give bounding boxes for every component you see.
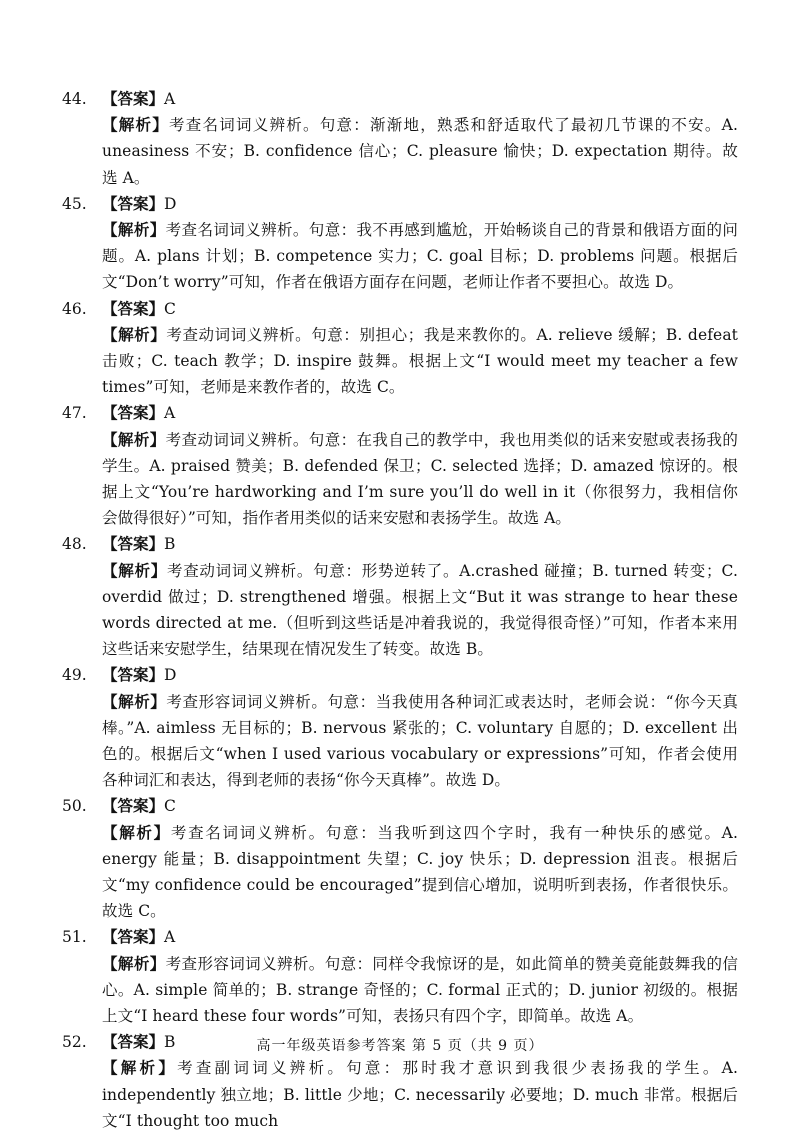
analysis-tag: 【解析】 xyxy=(102,953,166,973)
answer-value: A xyxy=(164,90,176,108)
question-number: 50. xyxy=(62,797,87,816)
answer-value: D xyxy=(164,666,177,685)
answer-tag: 【答案】 xyxy=(102,665,165,685)
answer-tag: 【答案】 xyxy=(102,298,165,318)
analysis-text: 考查名词词义辨析。句意：当我听到这四个字时，我有一种快乐的感觉。A. energy 能量；B. disappointment 失望；C. joy 快乐；D. depression 沮丧。根据后文“my confidence could be encouraged”提到信心增加，说明听到表扬，作者很快乐。故选 C。 xyxy=(102,823,738,921)
question-number: 47. xyxy=(62,404,87,423)
question-number: 46. xyxy=(62,299,87,318)
answer-item-50 xyxy=(62,793,738,924)
answer-item-44 xyxy=(62,86,738,191)
answer-tag: 【答案】 xyxy=(102,89,165,108)
answer-item-48 xyxy=(62,531,738,662)
analysis-tag: 【解析】 xyxy=(102,429,166,449)
answer-value: B xyxy=(164,1033,176,1052)
question-number: 51. xyxy=(62,928,87,947)
question-number: 44. xyxy=(62,90,87,108)
answer-value: B xyxy=(164,535,176,554)
analysis-tag: 【解析】 xyxy=(102,1058,178,1078)
answer-list xyxy=(62,86,738,1134)
analysis-text: 考查动词词义辨析。句意：在我自己的教学中，我也用类似的话来安慰或表扬我的学生。A. praised 赞美；B. defended 保卫；C. selected 选择；D. amazed 惊讶的。根据上文“You’re hardworking and I’m sure you’ll do well in it（你很努力，我相信你会做得很好）”可知，指作者用类似的话来安慰和表扬学生。故选 A。 xyxy=(102,430,738,528)
answer-item-45 xyxy=(62,191,738,296)
analysis-text: 考查名词词义辨析。句意：我不再感到尴尬，开始畅谈自己的背景和俄语方面的问题。A. plans 计划；B. competence 实力；C. goal 目标；D. problems 问题。根据后文“Don’t worry”可知，作者在俄语方面存在问题，老师让作者不要担心。故选 D。 xyxy=(102,220,738,292)
analysis-tag: 【解析】 xyxy=(102,219,166,239)
answer-tag: 【答案】 xyxy=(102,796,165,816)
analysis-text: 考查形容词词义辨析。句意：同样令我惊讶的是，如此简单的赞美竟能鼓舞我的信心。A. simple 简单的；B. strange 奇怪的；C. formal 正式的；D. junior 初级的。根据上文“I heard these four words”可知，表扬只有四个字，即简单。故选 A。 xyxy=(102,954,738,1025)
answer-tag: 【答案】 xyxy=(102,1032,165,1052)
answer-item-49 xyxy=(62,662,738,793)
question-number: 49. xyxy=(62,666,87,685)
answer-tag: 【答案】 xyxy=(102,534,165,554)
analysis-tag: 【解析】 xyxy=(102,822,171,842)
answer-tag: 【答案】 xyxy=(102,193,165,213)
analysis-text: 考查名词词义辨析。句意：渐渐地，熟悉和舒适取代了最初几节课的不安。A. uneasiness 不安；B. confidence 信心；C. pleasure 愉快；D. expectation 期待。故选 A。 xyxy=(102,116,739,187)
answer-tag: 【答案】 xyxy=(102,403,165,423)
question-number: 45. xyxy=(62,194,87,213)
question-number: 48. xyxy=(62,535,87,554)
answer-item-46 xyxy=(62,296,738,401)
answer-value: C xyxy=(164,299,176,318)
analysis-tag: 【解析】 xyxy=(102,115,169,135)
answer-item-51 xyxy=(62,924,738,1029)
page-footer: 高一年级英语参考答案 第 5 页（共 9 页） xyxy=(256,1038,544,1054)
analysis-tag: 【解析】 xyxy=(102,691,167,711)
analysis-text: 考查形容词词义辨析。句意：当我使用各种词汇或表达时，老师会说：“你今天真棒。”A. aimless 无目标的；B. nervous 紧张的；C. voluntary 自愿的；D. excellent 出色的。根据后文“when I used various vocabulary or expressions”可知，作者会使用各种词汇和表达，得到老师的表扬“你今天真棒”。故选 D。 xyxy=(102,692,739,790)
analysis-text: 考查副词词义辨析。句意：那时我才意识到我很少表扬我的学生。A. independently 独立地；B. little 少地；C. necessarily 必要地；D. much 非常。根据后文“I thought too much xyxy=(102,1059,738,1130)
answer-value: A xyxy=(164,928,176,947)
answer-tag: 【答案】 xyxy=(102,927,165,947)
analysis-text: 考查动词词义辨析。句意：别担心；我是来教你的。A. relieve 缓解；B. defeat 击败；C. teach 教学；D. inspire 鼓舞。根据上文“I would meet my teacher a few times”可知，老师是来教作者的，故选 C。 xyxy=(102,325,738,397)
answer-value: A xyxy=(164,404,176,423)
question-number: 52. xyxy=(62,1033,87,1052)
analysis-tag: 【解析】 xyxy=(102,324,167,344)
analysis-text: 考查动词词义辨析。句意：形势逆转了。A.crashed 碰撞；B. turned 转变；C. overdid 做过；D. strengthened 增强。根据上文“But it was strange to hear these words directed at me.（但听到这些话是冲着我说的，我觉得很奇怪）”可知，作者本来用这些话来安慰学生，结果现在情况发生了转变。故选 B。 xyxy=(102,561,738,659)
answer-item-47 xyxy=(62,400,738,531)
answer-value: C xyxy=(164,797,176,816)
analysis-tag: 【解析】 xyxy=(102,560,167,580)
answer-value: D xyxy=(164,194,177,213)
